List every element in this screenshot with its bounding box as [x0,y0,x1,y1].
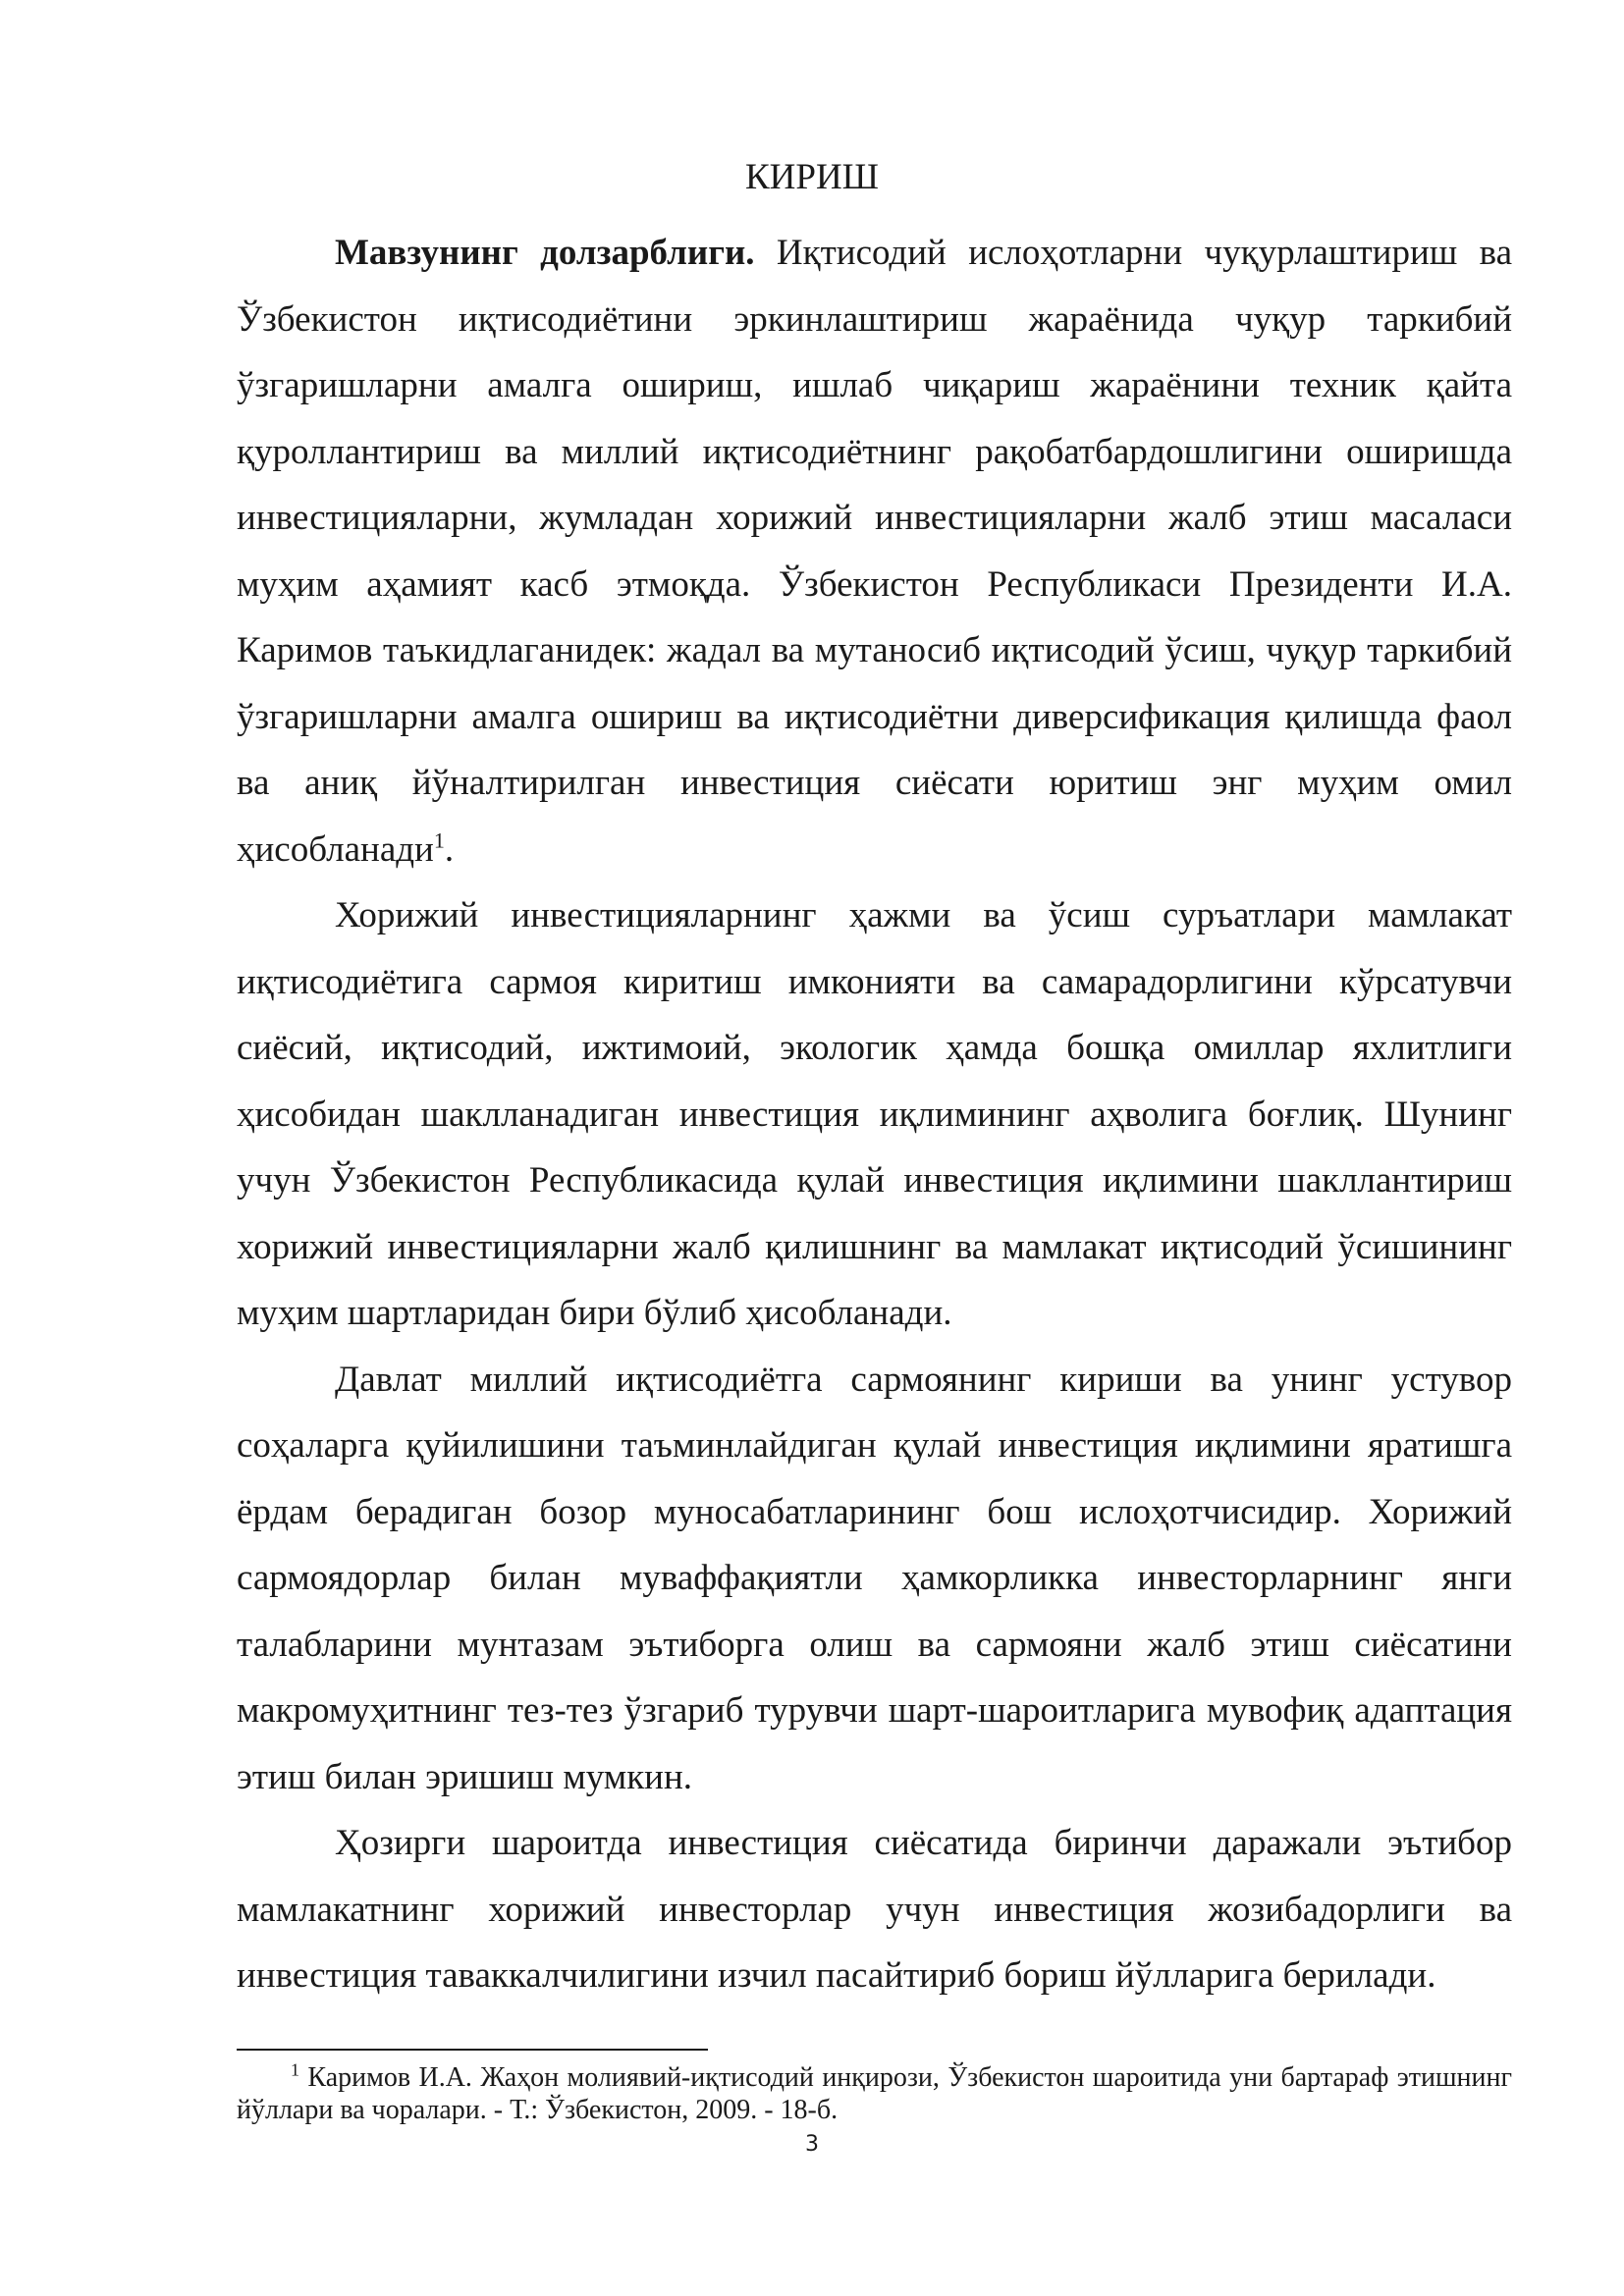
paragraph-lead-bold: Мавзунинг долзарблиги. [335,233,755,273]
body-text [237,220,1512,2009]
paragraph-3: Давлат миллий иқтисодиётга сармоянинг кириши ва унинг устувор соҳаларга қуйилишини таъминлайдиган қулай инвестиция иқлимини яратишга ёрдам берадиган бозор муносабатларининг бош ислоҳотчисидир. Хорижий сармоядорлар билан муваффақиятли ҳамкорликка инвесторларнинг янги талабларини мунтазам эътиборга олиш ва сармояни жалб этиш сиёсатини макромуҳитнинг тез-тез ўзгариб турувчи шарт-шароитларига мувофиқ адаптация этиш билан эришиш мумкин. [237,1359,1512,1797]
footnote-number: 1 [291,2059,299,2080]
footnote-reference[interactable]: 1 [433,828,445,853]
footnote-text: Каримов И.А. Жаҳон молиявий-иқтисодий инқирози, Ўзбекистон шароитида уни бартараф этишнинг йўллари ва чоралари. - Т.: Ўзбекистон, 2009. - 18-б. [237,2062,1512,2125]
footnote-separator [237,2049,708,2051]
paragraph-1 [237,220,1512,882]
paragraph-1-text: Иқтисодий ислоҳотларни чуқурлаштириш ва Ўзбекистон иқтисодиётини эркинлаштириш жараёнида чуқур таркибий ўзгаришларни амалга ошириш, ишлаб чиқариш жараёнини техник қайта қуроллантириш ва миллий иқтисодиётнинг рақобатбардошлигини оширишда инвестицияларни, жумладан хорижий инвестицияларни жалб этиш масаласи муҳим аҳамият касб этмоқда. Ўзбекистон Республикаси Президенти И.А. Каримов таъкидлаганидек: жадал ва мутаносиб иқтисодий ўсиш, чуқур таркибий ўзгаришларни амалга ошириш ва иқтисодиётни диверсификация қилишда фаол ва аниқ йўналтирилган инвестиция сиёсати юритиш энг муҳим омил ҳисобланади [237,233,1512,870]
paragraph-4: Ҳозирги шароитда инвестиция сиёсатида биринчи даражали эътибор мамлакатнинг хорижий инвесторлар учун инвестиция жозибадорлиги ва инвестиция таваккалчилигини изчил пасайтириб бориш йўлларига берилади. [237,1823,1512,1996]
page-number: 3 [805,2132,819,2157]
paragraph-1-end: . [444,828,455,870]
footnote [237,2061,1512,2126]
paragraph-2: Хорижий инвестицияларнинг ҳажми ва ўсиш суръатлари мамлакат иқтисодиётига сармоя киритиш имконияти ва самарадорлигини кўрсатувчи сиёсий, иқтисодий, ижтимоий, экологик ҳамда бошқа омиллар яхлитлиги ҳисобидан шаклланадиган инвестиция иқлимининг аҳволига боғлиқ. Шунинг учун Ўзбекистон Республикасида қулай инвестиция иқлимини шакллантириш хорижий инвестицияларни жалб қилишнинг ва мамлакат иқтисодий ўсишининг муҳим шартларидан бири бўлиб ҳисобланади. [237,895,1512,1333]
section-heading: КИРИШ [744,157,880,197]
